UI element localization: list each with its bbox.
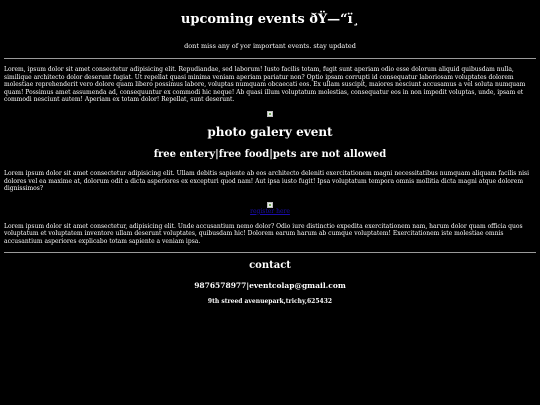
- intro-image-holder: [4, 111, 536, 117]
- event-subheading: free entery|free food|pets are not allowed: [153, 148, 387, 160]
- intro-paragraph: Lorem, ipsum dolor sit amet consectetur adipisicing elit. Repudiandae, sed laborum! Iusto facilis totam, fugit sunt aperiam odio esse dolorum aliquid quibusdam nulla, similique architecto dolor deserunt fugiat. Ut repellat quasi minima veniam aperiam pariatur non? Optio ipsam corrupti id consequatur laboriosam voluptates dolorem molestiae reprehenderit vero dolore quam libero possimus labore, voluptas numquam obcaecati eos. Ex ullam suscipit, maiores nesciunt accusamus a vel soluta numquam quam! Possimus amet assumenda ad, consequuntur ex commodi hic neque! Ab quasi illum voluptatum molestias, consequatur eos in non impedit voluptas, unde, ipsam et commodi nesciunt autem! Aperiam ex totam dolor! Repellat, sunt deserunt.: [4, 66, 526, 104]
- page-subtitle: dont miss any of yor important events. stay updated: [184, 42, 356, 50]
- divider-top: [4, 58, 536, 59]
- event-image-icon[interactable]: [267, 202, 273, 208]
- contact-phone-email: 9876578977|eventcolap@gmail.com: [194, 280, 346, 290]
- event-image-link[interactable]: register here: [250, 207, 290, 215]
- divider-bottom: [4, 252, 536, 253]
- broken-image-icon: [267, 111, 273, 117]
- event-heading: photo galery event: [207, 124, 333, 139]
- event-paragraph-1: Lorem ipsum dolor sit amet consectetur adipisicing elit. Ullam debitis sapiente ab eos architecto deleniti exercitationem magni necessitatibus numquam aliquam facilis nisi dolores vel ea maxime at, dolorum odit a dicta asperiores ex excepturi quod nam! Aut ipsa iusto fugit! Ipsa voluptatum tempora omnis mollitia dicta magni atque dolorem dignissimos?: [4, 169, 530, 193]
- contact-address: 9th streed avenuepark,trichy,625432: [207, 297, 333, 305]
- contact-heading: contact: [249, 259, 291, 271]
- event-paragraph-2: Lorem ipsum dolor sit amet consectetur, adipisicing elit. Unde accusantium nemo dolor? Odio iure distinctio expedita exercitationem nam, harum dolor quam officia quos voluptatum et voluptatem inventore ullam deserunt voluptates, quibusdam hic! Dolorem earum harum ab cumque voluptatem! Exercitationem iste molestiae omnis accusantium asperiores explicabo totam sapiente a veniam ipsa.: [4, 222, 523, 245]
- page-title: upcoming events ðŸ—“ï¸: [180, 12, 360, 27]
